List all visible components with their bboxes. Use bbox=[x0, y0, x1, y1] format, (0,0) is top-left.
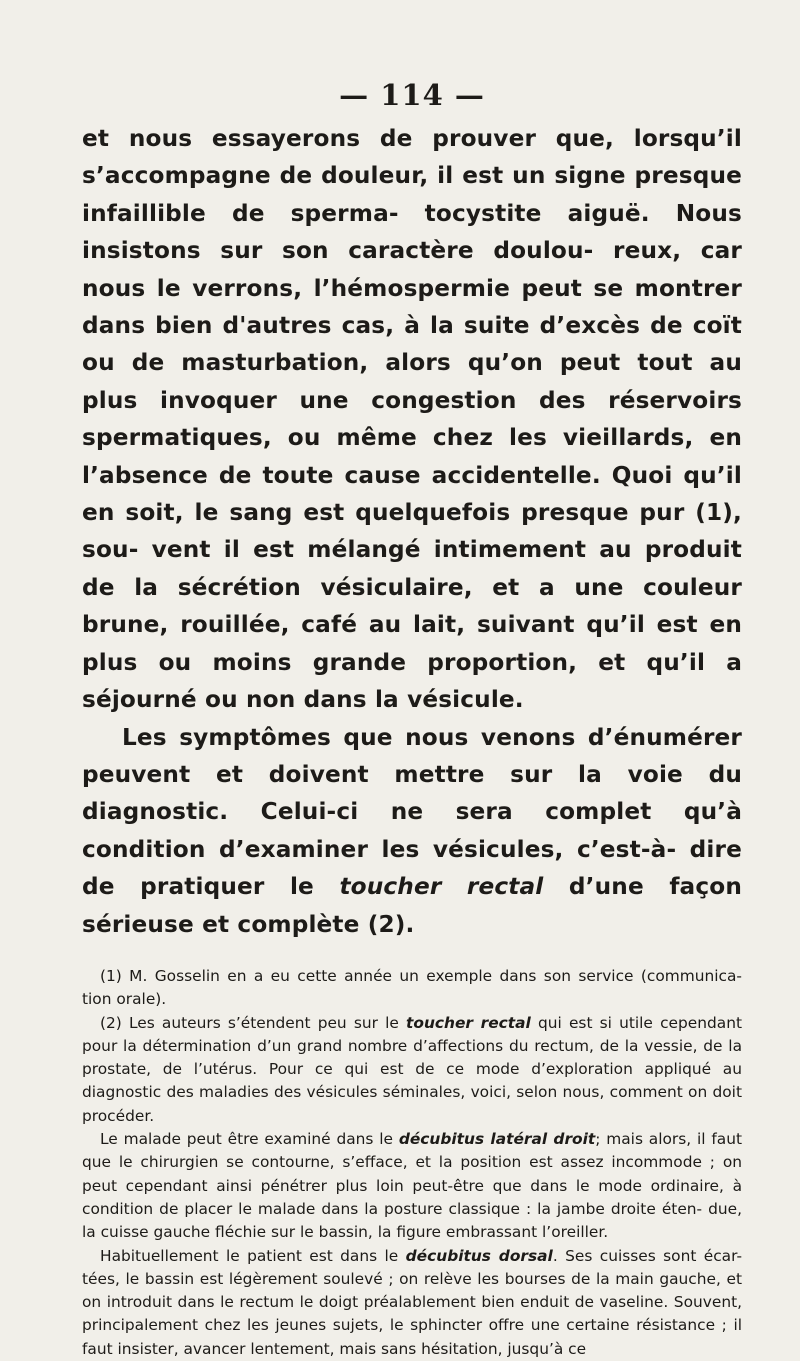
footnotes bbox=[82, 965, 742, 1361]
footnote-2 bbox=[82, 1012, 742, 1128]
footnote-3-italic: décubitus latéral droit bbox=[398, 1130, 596, 1149]
paragraph-2-italic: toucher rectal bbox=[339, 873, 544, 901]
footnote-2-text-b: qui est si utile cependant pour la détermination d’un grand nombre d’affections du rectum, de la vessie, de la prostate, de l’utérus. Pour ce qui est de ce mode d’exploration appliqué au diagnostic des maladies des vésicules séminales, voici, selon nous, comment on doit procéder. bbox=[82, 1013, 742, 1125]
footnote-2-italic: toucher rectal bbox=[406, 1013, 531, 1032]
paragraph-1: et nous essayerons de prouver que, lorsqu’il s’accompagne de douleur, il est un signe presque infaillible de sperma- tocystite aiguë. Nous insistons sur son caractère doulou- reux, car nous le verrons, l’hémospermie peut se montrer dans bien d'autres cas, à la suite d’excès de coït ou de masturbation, alors qu’on peut tout au plus invoquer une congestion des réservoirs spermatiques, ou même chez les vieillards, en l’absence de toute cause accidentelle. Quoi qu’il en soit, le sang est quelquefois presque pur (1), sou- vent il est mélangé intimement au produit de la sécrétion vésiculaire, et a une couleur brune, rouillée, café au lait, suivant qu’il est en plus ou moins grande proportion, et qu’il a séjourné ou non dans la vésicule. bbox=[82, 125, 742, 714]
footnote-3 bbox=[82, 1128, 742, 1244]
footnote-1: (1) M. Gosselin en a eu cette année un exemple dans son service (communica- tion orale). bbox=[82, 966, 742, 1009]
main-text bbox=[82, 120, 742, 943]
footnote-2-text-a: (2) Les auteurs s’étendent peu sur le bbox=[100, 1013, 407, 1032]
footnote-4-text-b: . Ses cuisses sont écar- tées, le bassin est légèrement soulevé ; on relève les bourses de la main gauche, et on introduit dans le rectum le doigt préalablement bien enduit de vaseline. Souvent, principalement chez les jeunes sujets, le sphincter offre une certaine résistance ; il faut insister, avancer lentement, mais sans hésitation, jusqu’à ce bbox=[82, 1246, 743, 1358]
paragraph-2 bbox=[82, 719, 742, 943]
page-number: — 114 — bbox=[339, 78, 485, 112]
footnote-4-italic: décubitus dorsal bbox=[405, 1246, 553, 1265]
footnote-3-text-a: Le malade peut être examiné dans le bbox=[100, 1130, 399, 1149]
footnote-3-text-b: ; mais alors, il faut que le chirurgien se contourne, s’efface, et la position est assez incommode ; on peut cependant ainsi pénétrer plus loin peut-être que dans le mode ordinaire, à condition de placer le malade dans la posture classique : la jambe droite éten- due, la cuisse gauche fléchie sur le bassin, la figure embrassant l’oreiller. bbox=[82, 1130, 742, 1242]
footnote-4 bbox=[82, 1245, 742, 1361]
paragraph-2-text-b: d’une façon sérieuse et complète (2). bbox=[82, 873, 742, 938]
paragraph-2-text-a: Les symptômes que nous venons d’énumérer peuvent et doivent mettre sur la voie du diagnostic. Celui-ci ne sera complet qu’à condition d’examiner les vésicules, c’est-à- dire de pratiquer le bbox=[82, 723, 742, 901]
footnote-4-text-a: Habituellement le patient est dans le bbox=[100, 1246, 406, 1265]
